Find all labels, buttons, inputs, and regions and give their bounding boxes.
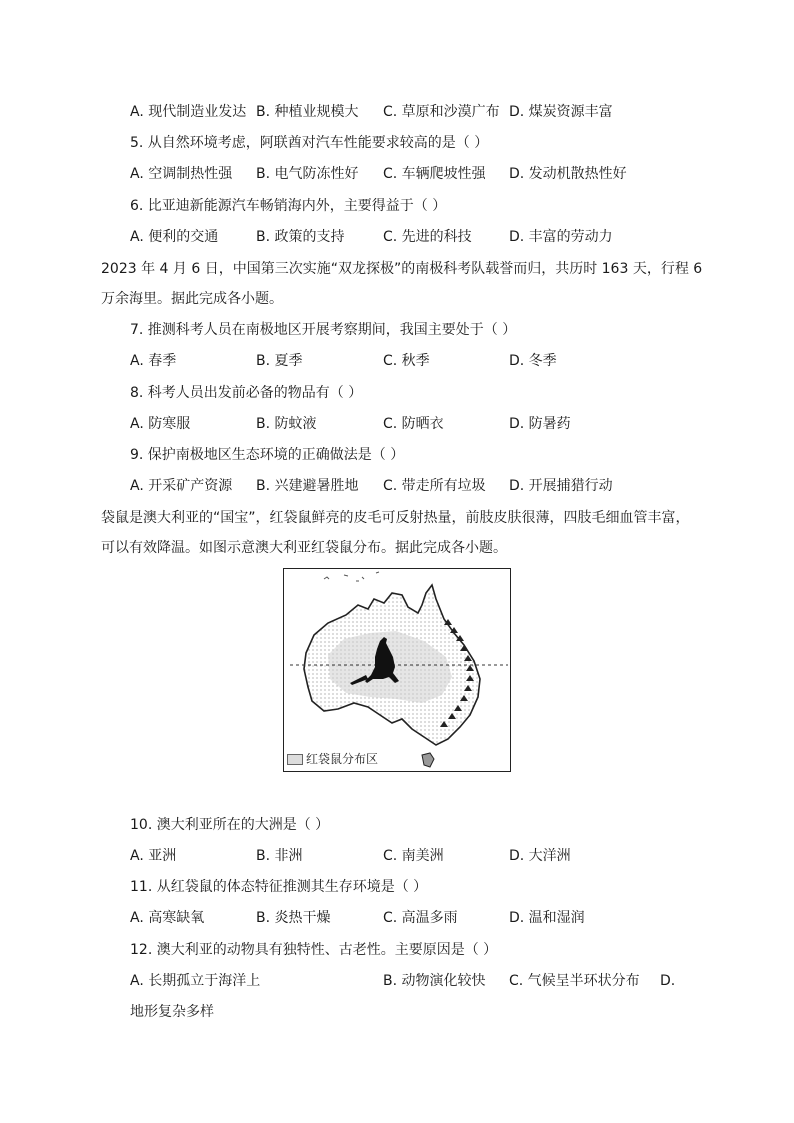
q10-option-d[interactable]: D. 大洋洲 (509, 848, 571, 864)
q5-option-a[interactable]: A. 空调制热性强 (130, 166, 233, 182)
q12-option-d-text[interactable]: 地形复杂多样 (130, 1004, 214, 1020)
q11-stem: 11. 从红袋鼠的体态特征推测其生存环境是（ ） (130, 879, 428, 895)
q4-option-c[interactable]: C. 草原和沙漠广布 (383, 104, 500, 120)
q8-stem: 8. 科考人员出发前必备的物品有（ ） (130, 385, 363, 401)
q7-stem: 7. 推测科考人员在南极地区开展考察期间，我国主要处于（ ） (130, 322, 517, 338)
q8-option-c[interactable]: C. 防晒衣 (383, 416, 444, 432)
q6-option-d[interactable]: D. 丰富的劳动力 (509, 229, 613, 245)
q5-stem: 5. 从自然环境考虑，阿联酋对汽车性能要求较高的是（ ） (130, 135, 489, 151)
q12-option-a[interactable]: A. 长期孤立于海洋上 (130, 973, 261, 989)
q8-option-a[interactable]: A. 防寒服 (130, 416, 191, 432)
q5-option-d[interactable]: D. 发动机散热性好 (509, 166, 627, 182)
legend-swatch (287, 754, 303, 765)
tasmania (422, 753, 434, 767)
q11-option-a[interactable]: A. 高寒缺氧 (130, 910, 205, 926)
q10-option-c[interactable]: C. 南美洲 (383, 848, 444, 864)
q4-option-d[interactable]: D. 煤炭资源丰富 (509, 104, 613, 120)
q11-option-d[interactable]: D. 温和湿润 (509, 910, 585, 926)
antarctic-passage-line-1: 2023 年 4 月 6 日，中国第三次实施“双龙探极”的南极科考队载誉而归，共历时 163 天，行程 6 (101, 261, 703, 277)
q6-option-b[interactable]: B. 政策的支持 (256, 229, 345, 245)
kangaroo-passage-line-2: 可以有效降温。如图示意澳大利亚红袋鼠分布。据此完成各小题。 (101, 540, 507, 556)
q6-option-a[interactable]: A. 便利的交通 (130, 229, 219, 245)
antarctic-passage-line-2: 万余海里。据此完成各小题。 (101, 291, 283, 307)
q11-option-b[interactable]: B. 炎热干燥 (256, 910, 331, 926)
q11-option-c[interactable]: C. 高温多雨 (383, 910, 458, 926)
q12-option-c[interactable]: C. 气候呈半环状分布 (509, 973, 640, 989)
australia-map-graphic (284, 569, 510, 771)
q12-stem: 12. 澳大利亚的动物具有独特性、古老性。主要原因是（ ） (130, 942, 498, 958)
q5-option-b[interactable]: B. 电气防冻性好 (256, 166, 359, 182)
q9-stem: 9. 保护南极地区生态环境的正确做法是（ ） (130, 447, 405, 463)
q4-option-a[interactable]: A. 现代制造业发达 (130, 104, 247, 120)
map-legend (287, 751, 378, 767)
q12-option-d-letter[interactable]: D. (660, 973, 676, 989)
kangaroo-passage-line-1: 袋鼠是澳大利亚的“国宝”，红袋鼠鲜亮的皮毛可反射热量，前肢皮肤很薄，四肢毛细血管丰富， (101, 510, 690, 526)
q10-stem: 10. 澳大利亚所在的大洲是（ ） (130, 817, 330, 833)
q10-option-b[interactable]: B. 非洲 (256, 848, 303, 864)
q6-stem: 6. 比亚迪新能源汽车畅销海内外，主要得益于（ ） (130, 198, 447, 214)
legend-label: 红袋鼠分布区 (306, 752, 379, 766)
q8-option-b[interactable]: B. 防蚊液 (256, 416, 317, 432)
q5-option-c[interactable]: C. 车辆爬坡性强 (383, 166, 486, 182)
australia-kangaroo-map (283, 568, 511, 772)
q7-option-a[interactable]: A. 春季 (130, 353, 177, 369)
q4-option-b[interactable]: B. 种植业规模大 (256, 104, 359, 120)
q9-option-b[interactable]: B. 兴建避暑胜地 (256, 478, 359, 494)
q9-option-a[interactable]: A. 开采矿产资源 (130, 478, 233, 494)
q6-option-c[interactable]: C. 先进的科技 (383, 229, 472, 245)
q7-option-d[interactable]: D. 冬季 (509, 353, 557, 369)
northern-islands (324, 572, 379, 581)
q10-option-a[interactable]: A. 亚洲 (130, 848, 177, 864)
q8-option-d[interactable]: D. 防暑药 (509, 416, 571, 432)
q12-option-b[interactable]: B. 动物演化较快 (383, 973, 486, 989)
q9-option-d[interactable]: D. 开展捕猎行动 (509, 478, 613, 494)
q7-option-b[interactable]: B. 夏季 (256, 353, 303, 369)
q9-option-c[interactable]: C. 带走所有垃圾 (383, 478, 486, 494)
q7-option-c[interactable]: C. 秋季 (383, 353, 430, 369)
